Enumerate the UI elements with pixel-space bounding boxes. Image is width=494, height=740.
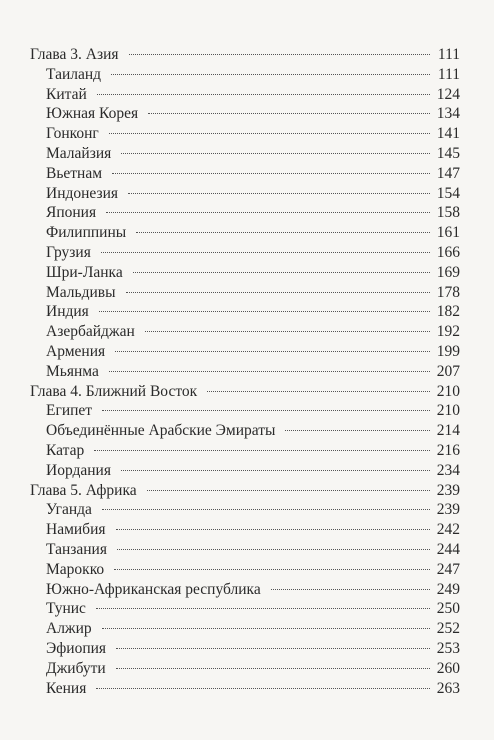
page-number: 210 — [436, 402, 460, 420]
entry-title: Малайзия — [46, 144, 112, 162]
page-number: 252 — [436, 620, 460, 638]
toc-entry-row — [30, 144, 460, 164]
toc-entry-row — [30, 461, 460, 481]
toc-entry-row — [30, 520, 460, 540]
dot-leader — [99, 311, 430, 312]
entry-title: Катар — [46, 441, 85, 459]
page-number: 249 — [436, 580, 460, 598]
dot-leader — [126, 292, 430, 293]
entry-title: Марокко — [46, 560, 105, 578]
page-number: 210 — [436, 382, 460, 400]
entry-title: Тунис — [46, 600, 86, 618]
entry-title: Азербайджан — [46, 323, 135, 341]
entry-title: Объединённые Арабские Эмираты — [46, 422, 276, 440]
toc-entry-row — [30, 164, 460, 184]
page-number: 134 — [436, 105, 460, 123]
entry-title: Таиланд — [46, 65, 102, 83]
dot-leader — [101, 252, 430, 253]
dot-leader — [116, 648, 430, 649]
page-number: 154 — [436, 184, 460, 202]
toc-entry-row — [30, 500, 460, 520]
dot-leader — [116, 529, 431, 530]
dot-leader — [102, 410, 430, 411]
page-number: 234 — [436, 461, 460, 479]
dot-leader — [117, 549, 430, 550]
page-number: 158 — [436, 204, 460, 222]
dot-leader — [96, 608, 430, 609]
toc-chapter-row — [30, 382, 460, 402]
page-number: 111 — [437, 46, 460, 63]
toc-entry-row — [30, 203, 460, 223]
dot-leader — [136, 232, 430, 233]
page-number: 242 — [436, 521, 460, 539]
page-number: 239 — [436, 481, 460, 499]
toc-entry-row — [30, 283, 460, 303]
page-number: 182 — [436, 303, 460, 321]
toc-entry-row — [30, 580, 460, 600]
page-number: 111 — [437, 65, 460, 83]
entry-title: Китай — [46, 85, 87, 103]
entry-title: Армения — [46, 342, 106, 360]
page-number: 166 — [436, 243, 460, 261]
dot-leader — [133, 272, 430, 273]
toc-chapter-row — [30, 481, 460, 501]
page-number: 263 — [436, 679, 460, 697]
chapter-title: Глава 4. Ближний Восток — [30, 382, 198, 400]
page-number: 250 — [436, 600, 460, 618]
page-number: 161 — [436, 224, 460, 242]
toc-entry-row — [30, 124, 460, 144]
dot-leader — [207, 391, 430, 392]
page-number: 253 — [436, 639, 460, 657]
entry-title: Южная Корея — [46, 105, 139, 123]
entry-title: Алжир — [46, 620, 92, 638]
dot-leader — [147, 490, 430, 491]
chapter-title: Глава 5. Африка — [30, 481, 137, 499]
dot-leader — [111, 74, 430, 75]
dot-leader — [102, 628, 430, 629]
dot-leader — [128, 193, 430, 194]
dot-leader — [285, 430, 430, 431]
toc-entry-row — [30, 421, 460, 441]
page-number: 244 — [436, 540, 460, 558]
page-number: 178 — [436, 283, 460, 301]
toc-entry-row — [30, 659, 460, 679]
toc-chapter-row — [30, 45, 460, 65]
dot-leader — [109, 371, 430, 372]
toc-entry-row — [30, 85, 460, 105]
entry-title: Кения — [46, 679, 87, 697]
dot-leader — [115, 351, 430, 352]
toc-entry-row — [30, 560, 460, 580]
dot-leader — [121, 153, 430, 154]
toc-entry-row — [30, 302, 460, 322]
dot-leader — [106, 212, 430, 213]
toc-entry-row — [30, 65, 460, 85]
dot-leader — [271, 589, 430, 590]
toc-entry-row — [30, 322, 460, 342]
entry-title: Индонезия — [46, 184, 119, 202]
table-of-contents — [30, 45, 460, 698]
entry-title: Гонконг — [46, 125, 99, 143]
toc-entry-row — [30, 619, 460, 639]
entry-title: Намибия — [46, 521, 106, 539]
toc-entry-row — [30, 104, 460, 124]
toc-entry-row — [30, 223, 460, 243]
entry-title: Танзания — [46, 540, 107, 558]
chapter-title: Глава 3. Азия — [30, 46, 119, 63]
entry-title: Япония — [46, 204, 97, 222]
dot-leader — [148, 113, 430, 114]
page-number: 216 — [436, 441, 460, 459]
entry-title: Южно-Африканская республика — [46, 580, 261, 598]
dot-leader — [114, 569, 430, 570]
entry-title: Филиппины — [46, 224, 127, 242]
page-number: 247 — [436, 560, 460, 578]
entry-title: Шри-Ланка — [46, 263, 123, 281]
toc-entry-row — [30, 639, 460, 659]
page-number: 169 — [436, 263, 460, 281]
page-number: 147 — [436, 164, 460, 182]
dot-leader — [97, 94, 430, 95]
entry-title: Индия — [46, 303, 89, 321]
dot-leader — [109, 133, 430, 134]
toc-entry-row — [30, 243, 460, 263]
entry-title: Мальдивы — [46, 283, 116, 301]
toc-entry-row — [30, 263, 460, 283]
toc-entry-row — [30, 184, 460, 204]
entry-title: Иордания — [46, 461, 111, 479]
entry-title: Грузия — [46, 243, 91, 261]
page-number: 207 — [436, 362, 460, 380]
page-number: 124 — [436, 85, 460, 103]
dot-leader — [112, 173, 430, 174]
dot-leader — [129, 54, 430, 55]
page-number: 145 — [436, 144, 460, 162]
page-number: 192 — [436, 323, 460, 341]
toc-entry-row — [30, 679, 460, 699]
entry-title: Вьетнам — [46, 164, 103, 182]
toc-entry-row — [30, 362, 460, 382]
page-number: 199 — [436, 342, 460, 360]
toc-entry-row — [30, 342, 460, 362]
toc-entry-row — [30, 441, 460, 461]
dot-leader — [102, 509, 430, 510]
entry-title: Джибути — [46, 659, 106, 677]
dot-leader — [145, 331, 430, 332]
dot-leader — [94, 450, 430, 451]
entry-title: Египет — [46, 402, 93, 420]
entry-title: Мьянма — [46, 362, 99, 380]
page-number: 239 — [436, 501, 460, 519]
entry-title: Уганда — [46, 501, 92, 519]
toc-entry-row — [30, 540, 460, 560]
dot-leader — [121, 470, 430, 471]
toc-entry-row — [30, 599, 460, 619]
entry-title: Эфиопия — [46, 639, 107, 657]
page-number: 141 — [436, 125, 460, 143]
toc-entry-row — [30, 401, 460, 421]
dot-leader — [96, 688, 430, 689]
page-number: 260 — [436, 659, 460, 677]
dot-leader — [116, 668, 430, 669]
page-number: 214 — [436, 422, 460, 440]
